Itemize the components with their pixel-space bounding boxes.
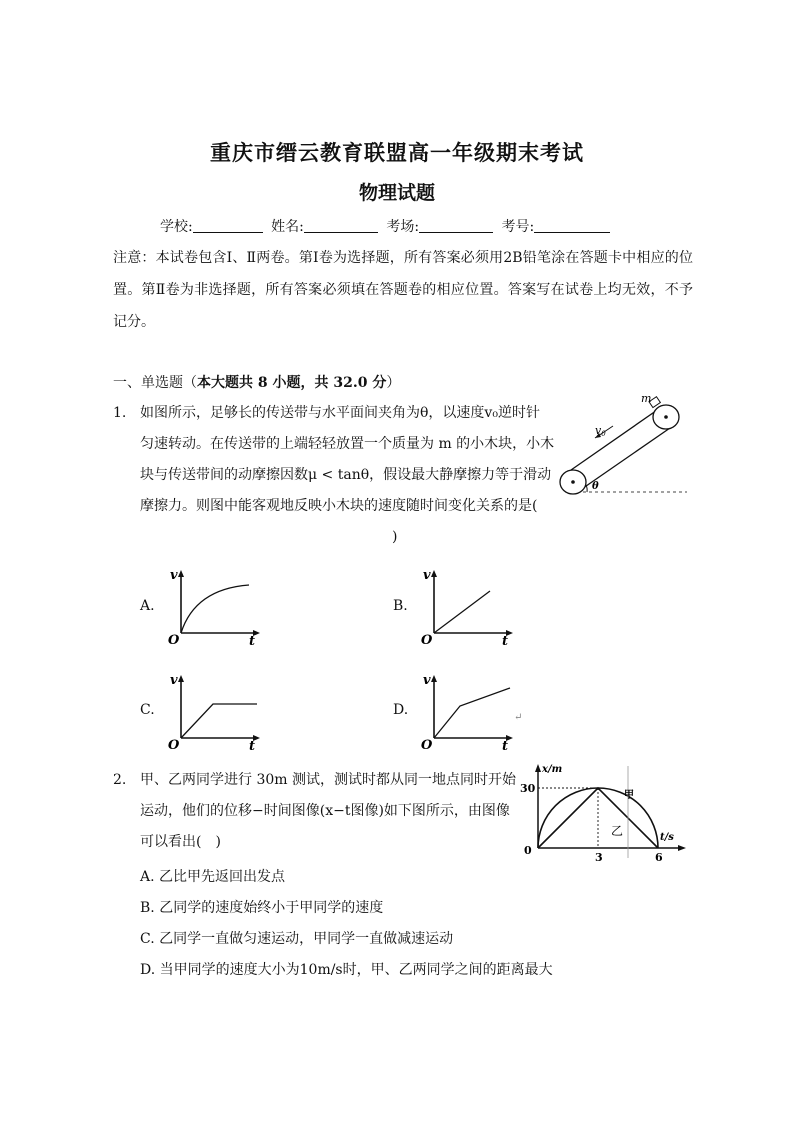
q2-stem [140,765,516,858]
svg-text:O: O [421,633,433,647]
lower-pulley-axle [571,480,575,484]
svg-text:O: O [168,633,180,647]
option-a-label[interactable]: A. [140,598,155,614]
student-info-line [160,216,614,236]
svg-text:v: v [170,568,178,583]
q2-number: 2. [113,772,127,788]
q1-number: 1. [113,405,127,421]
section-detail: 本大题共 8 小题，共 32.0 分 [197,375,387,391]
school-blank[interactable] [193,218,263,233]
option-a-graph[interactable] [165,565,265,647]
svg-text:t: t [502,634,509,647]
q2-option-c[interactable]: C. 乙同学一直做匀速运动，甲同学一直做减速运动 [140,931,454,947]
exam-notice: 注意：本试卷包含Ⅰ、Ⅱ两卷。第Ⅰ卷为选择题，所有答案必须用2B铅笔涂在答题卡中相应的位置。第Ⅱ卷为非选择题，所有答案必须填在答题卷的相应位置。答案写在试卷上均无效，不予记分。 [113,250,693,330]
y-axis-arrow [535,764,541,772]
y-tick-30: 30 [520,782,536,795]
number-label: 考号: [501,219,535,235]
y-axis-label: x/m [542,764,563,775]
series-yi-label: 乙 [611,824,624,838]
x-axis-label: t/s [660,832,674,843]
conveyor-figure [555,390,695,500]
number-blank[interactable] [534,218,610,233]
q2-line: 运动，他们的位移−时间图像(x−t图像)如下图所示，由图像 [140,803,510,819]
x-tick-6: 6 [655,851,663,864]
option-c-label[interactable]: C. [140,702,155,718]
xt-chart [520,758,690,870]
option-b-graph[interactable] [418,565,518,647]
x-tick-3: 3 [595,851,603,864]
svg-text:O: O [168,738,180,752]
q2-option-a[interactable]: A. 乙比甲先返回出发点 [140,869,286,885]
stray-return-mark: ↵ [514,712,523,723]
svg-text:t: t [502,739,509,752]
room-blank[interactable] [419,218,493,233]
svg-text:t: t [249,634,256,647]
q2-option-d[interactable]: D. 当甲同学的速度大小为10m/s时，甲、乙两同学之间的距离最大 [140,962,553,978]
q1-stem [140,398,560,522]
belt-bottom-edge [576,428,670,493]
line-b [434,591,490,633]
q2-line: 可以看出( ) [140,834,221,850]
line-c [181,704,257,738]
section-heading [113,372,400,392]
option-d-graph[interactable] [418,670,518,752]
svg-text:v: v [170,673,178,688]
q1-line: 匀速转动。在传送带的上端轻轻放置一个质量为 m 的小木块，小木 [140,436,555,452]
section-head: 一、单选题（ [113,375,197,391]
q2-option-b[interactable]: B. 乙同学的速度始终小于甲同学的速度 [140,900,384,916]
svg-text:v: v [423,568,431,583]
velocity-label: v0 [595,424,606,438]
mass-label: m [641,392,652,405]
name-label: 姓名: [271,219,304,235]
exam-title: 重庆市缙云教育联盟高一年级期末考试 [210,140,584,165]
option-d-label[interactable]: D. [393,702,409,718]
curve-a [181,585,249,633]
series-jia-label: 甲 [624,790,634,801]
school-label: 学校: [160,219,193,235]
q1-line: 摩擦力。则图中能客观地反映小木块的速度随时间变化关系的是( [140,498,538,514]
svg-text:O: O [421,738,433,752]
belt-top-edge [571,406,663,470]
room-label: 考场: [386,219,420,235]
angle-label: θ [592,481,599,492]
x-axis-arrow [678,845,686,851]
q2-line: 甲、乙两同学进行 30m 测试，测试时都从同一地点同时开始 [140,772,516,788]
option-c-graph[interactable] [165,670,265,752]
exam-subject: 物理试题 [358,182,435,204]
upper-pulley-axle [664,415,668,419]
svg-text:t: t [249,739,256,752]
q1-line: 块与传送带间的动摩擦因数μ < tanθ，假设最大静摩擦力等于滑动 [140,467,552,483]
origin-label: 0 [524,844,532,857]
q1-line: 如图所示，足够长的传送带与水平面间夹角为θ，以速度v₀逆时针 [140,405,540,421]
section-tail: ） [386,375,401,391]
line-d [434,688,510,738]
name-blank[interactable] [304,218,378,233]
q2-options [140,862,553,986]
option-b-label[interactable]: B. [393,598,408,614]
q1-close-paren: ) [392,529,398,545]
svg-text:v: v [423,673,431,688]
